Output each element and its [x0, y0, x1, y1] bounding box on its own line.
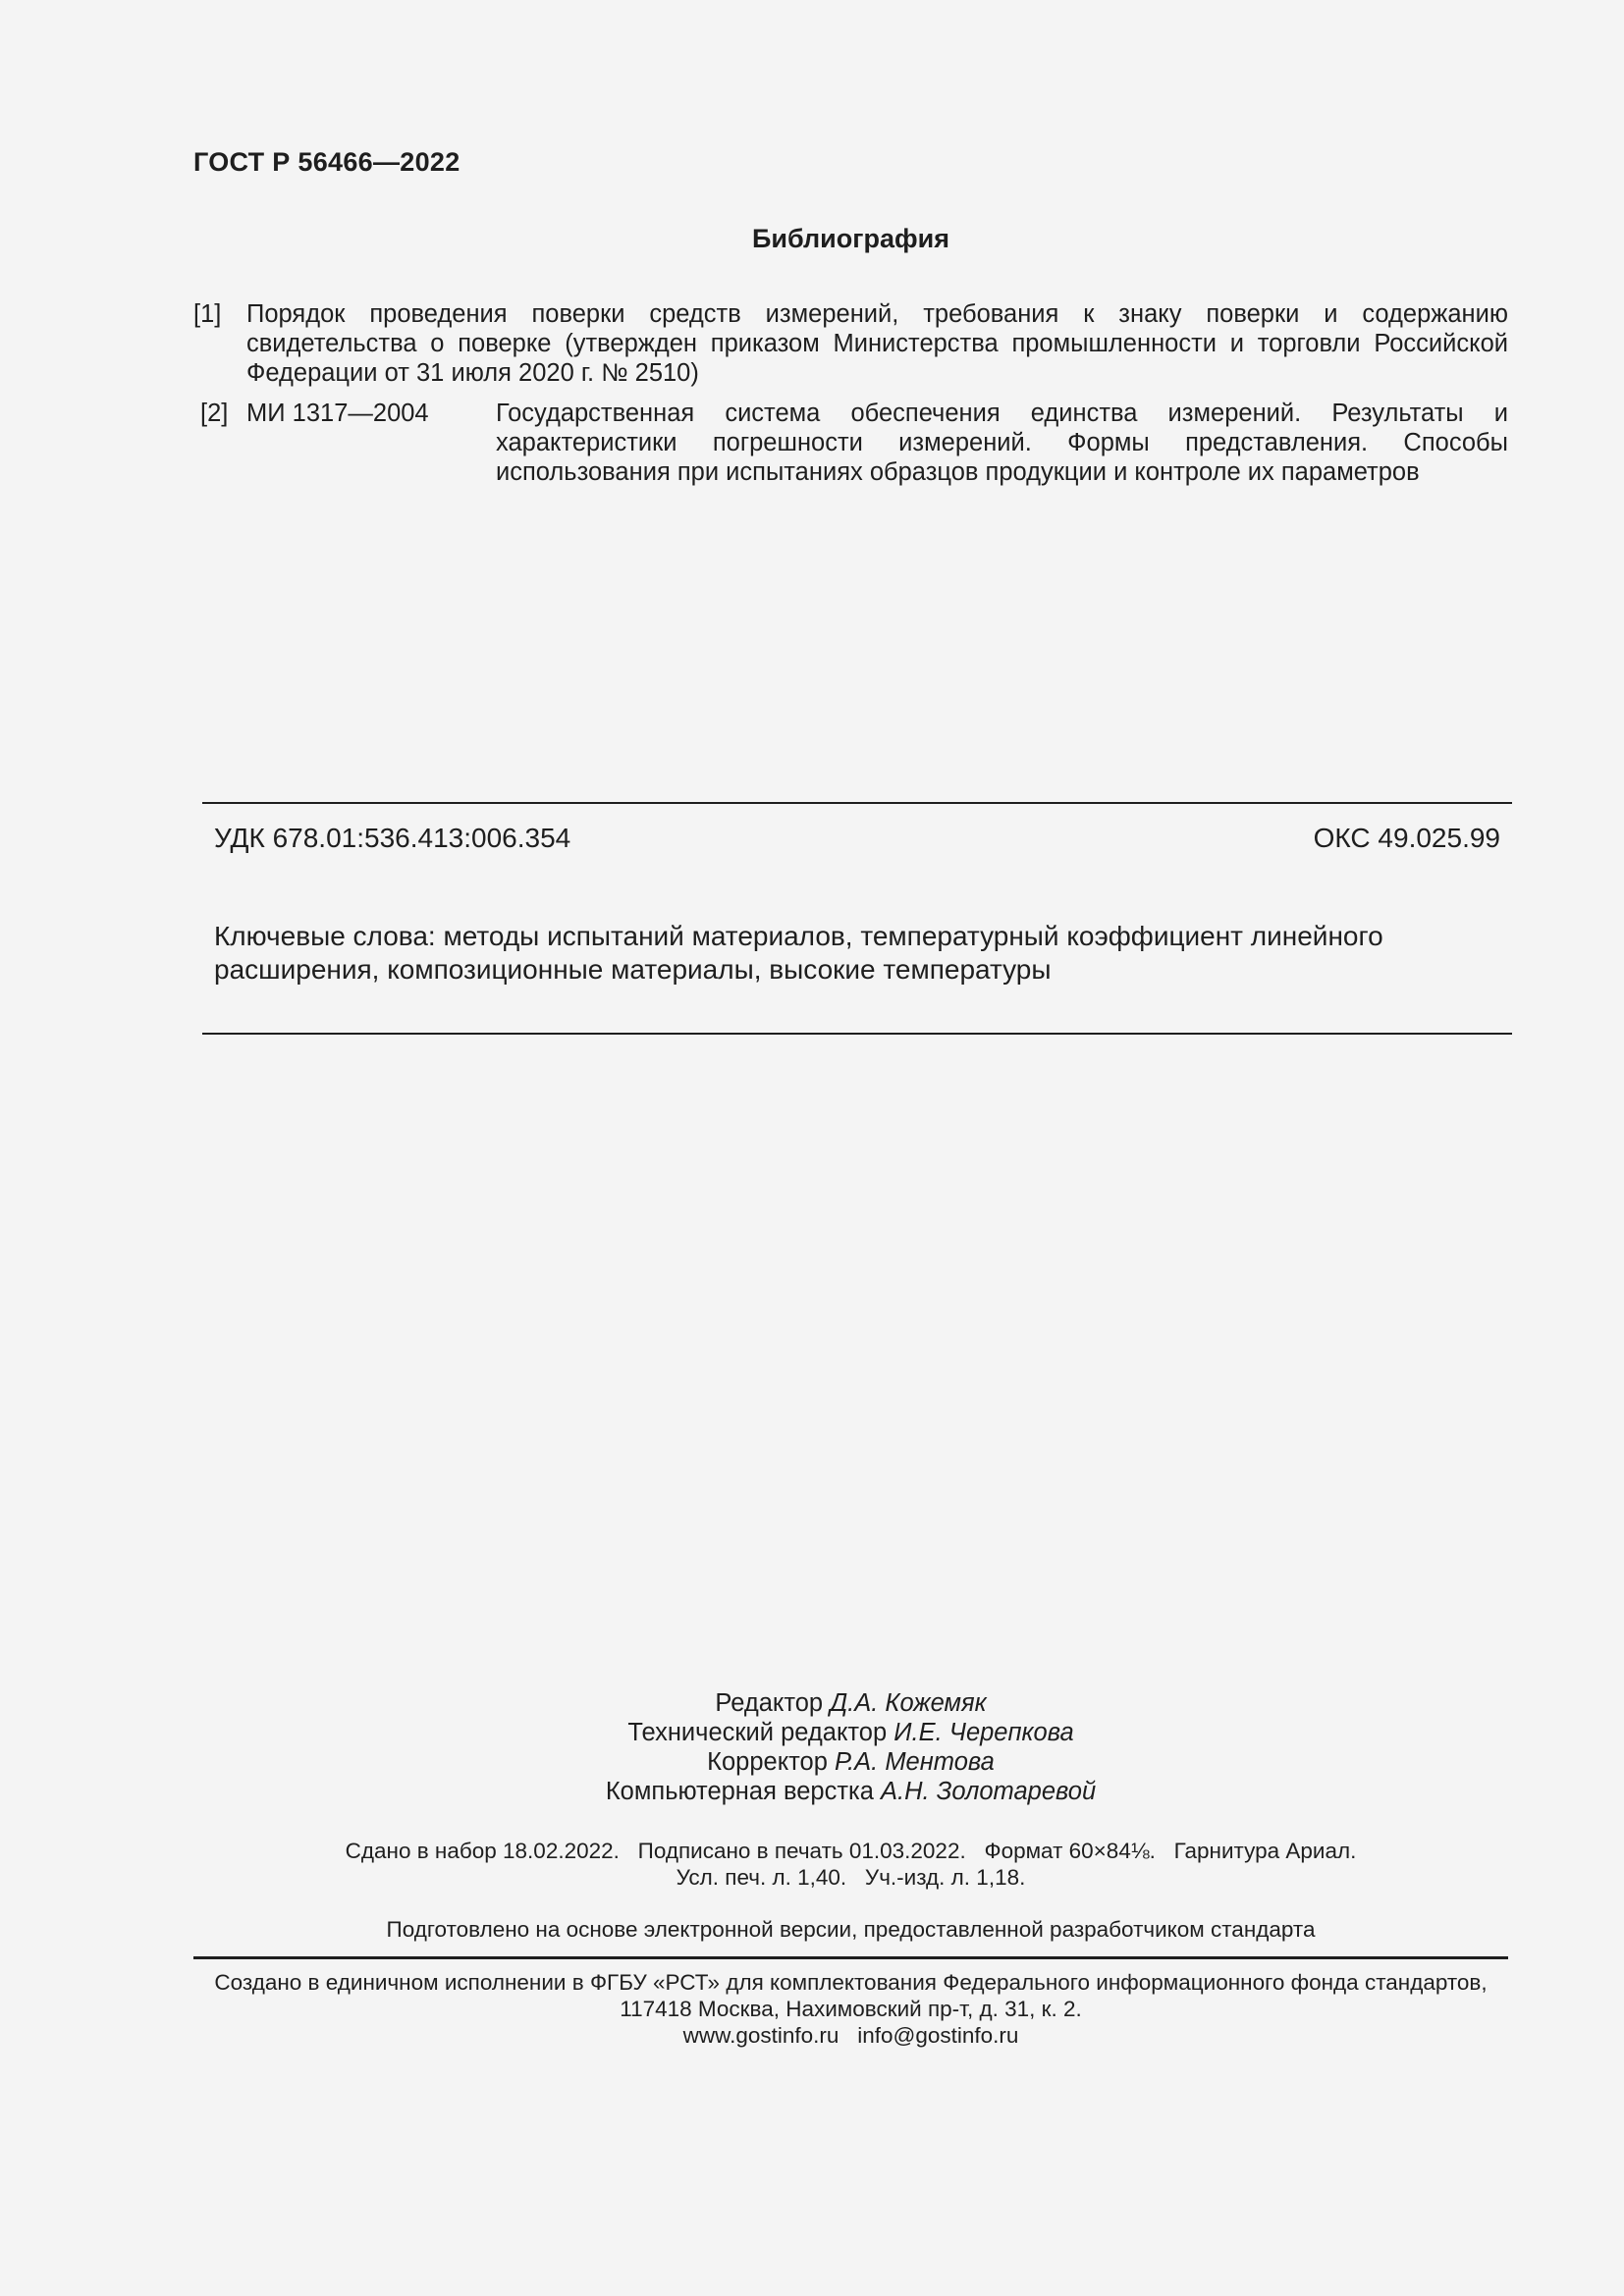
document-code: ГОСТ Р 56466—2022	[193, 147, 460, 177]
credit-role: Редактор	[715, 1689, 824, 1717]
print-sheets: Усл. печ. л. 1,40. Уч.-изд. л. 1,18.	[676, 1865, 1026, 1890]
credits-block	[0, 1688, 1624, 1806]
address: 117418 Москва, Нахимовский пр-т, д. 31, к. 2.	[620, 1997, 1082, 2021]
udk-code: УДК 678.01:536.413:006.354	[214, 823, 571, 853]
credit-name: Р.А. Ментова	[835, 1748, 995, 1776]
bib-entry-code: МИ 1317—2004	[246, 400, 429, 427]
keywords: Ключевые слова: методы испытаний материалов, температурный коэффициент линейного расширения, композиционные материалы, высокие температуры	[214, 921, 1383, 985]
oks-code: ОКС 49.025.99	[1313, 823, 1500, 853]
credit-role: Корректор	[707, 1748, 828, 1776]
bib-entry-text: Порядок проведения поверки средств измерений, требования к знаку поверки и содержанию свидетельства о поверке (утвержден приказом Министерства промышленности и торговли Российской Федерации от 31 июля 2020 г. № 2510)	[246, 300, 1508, 387]
credit-line	[0, 1777, 1624, 1806]
bib-entry-text: Государственная система обеспечения единства измерений. Результаты и характеристики погрешности измерений. Формы представления. Способы использования при испытаниях образцов продукции и контроле их параметров	[496, 400, 1508, 486]
credit-role: Компьютерная верстка	[605, 1778, 874, 1805]
divider-line	[202, 802, 1512, 804]
created-note: Создано в единичном исполнении в ФГБУ «РСТ» для комплектования Федерального информационного фонда стандартов,	[214, 1970, 1488, 1995]
credit-name: А.Н. Золотаревой	[881, 1778, 1097, 1805]
credit-role: Технический редактор	[627, 1719, 888, 1746]
credit-name: Д.А. Кожемяк	[830, 1689, 987, 1717]
prepared-note: Подготовлено на основе электронной версии, предоставленной разработчиком стандарта	[386, 1917, 1316, 1942]
print-details: Сдано в набор 18.02.2022. Подписано в печать 01.03.2022. Формат 60×84⅛. Гарнитура Ариал.	[345, 1839, 1357, 1863]
credit-name: И.Е. Черепкова	[893, 1719, 1074, 1746]
divider-line	[193, 1956, 1508, 1959]
credit-line	[0, 1718, 1624, 1747]
credit-line	[0, 1747, 1624, 1777]
website-link[interactable]: www.gostinfo.ru	[682, 2023, 839, 2048]
bib-number: [1]	[193, 300, 222, 328]
credit-line	[0, 1688, 1624, 1718]
section-title: Библиография	[752, 224, 949, 253]
contacts	[0, 2022, 1624, 2049]
email-link[interactable]: info@gostinfo.ru	[857, 2023, 1019, 2048]
divider-line	[202, 1033, 1512, 1035]
bib-number: [2]	[200, 400, 229, 427]
